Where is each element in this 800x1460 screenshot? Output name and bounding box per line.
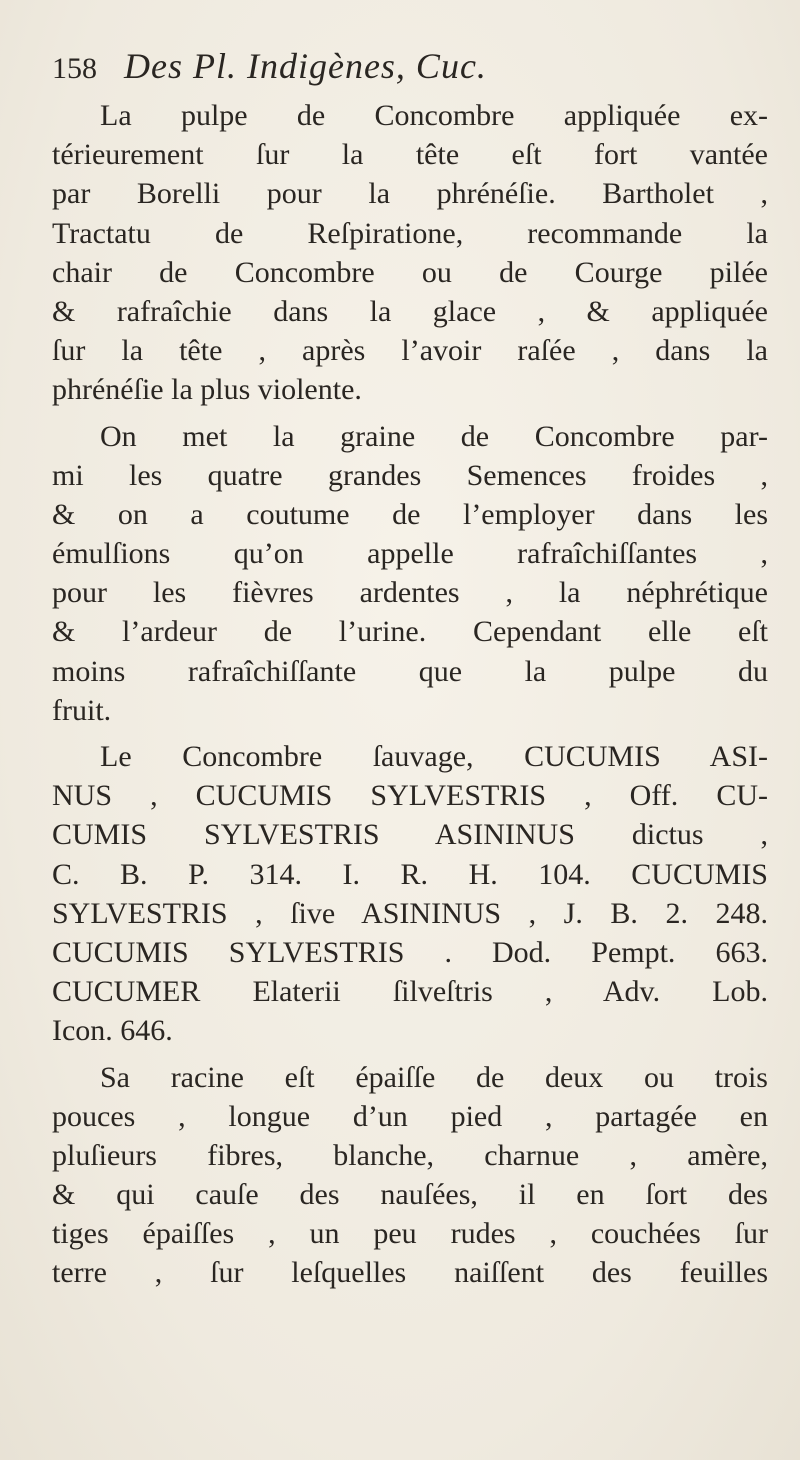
page-header [52, 38, 772, 94]
text-line: CUCUMIS SYLVESTRIS . Dod. Pempt. 663. [52, 935, 768, 969]
text-line: pouces , longue d’un pied , partagée en [52, 1099, 768, 1133]
text-line: fruit. [52, 693, 112, 727]
paragraph [52, 737, 768, 1051]
paragraph-gap [52, 1051, 768, 1058]
text-line: Sa racine eſt épaiſſe de deux ou trois [100, 1060, 768, 1094]
running-title: Des Pl. Indigènes, Cuc. [124, 46, 487, 86]
paragraph [52, 1058, 768, 1293]
text-line: & qui cauſe des nauſées, il en ſort des [52, 1178, 768, 1212]
paragraph [52, 96, 768, 410]
text-line: NUS , CUCUMIS SYLVESTRIS , Off. CU- [52, 779, 768, 813]
text-line: Le Concombre ſauvage, CUCUMIS ASI- [100, 740, 768, 773]
text-line: & on a coutume de l’employer dans les [52, 497, 768, 531]
text-line: mi les quatre grandes Semences froides , [52, 458, 768, 492]
text-line: térieurement ſur la tête eſt fort vantée [52, 138, 768, 172]
text-line: On met la graine de Concombre par- [100, 419, 768, 453]
text-line: SYLVESTRIS , ſive ASININUS , J. B. 2. 248. [52, 896, 768, 930]
text-line: & l’ardeur de l’urine. Cependant elle eſt [52, 615, 768, 649]
text-line: chair de Concombre ou de Courge pilée [52, 255, 768, 289]
text-line: moins rafraîchiſſante que la pulpe du [52, 654, 768, 688]
text-line: Icon. 646. [52, 1014, 173, 1048]
paragraph-gap [52, 410, 768, 417]
text-line: CUCUMER Elaterii ſilveſtris , Adv. Lob. [52, 975, 768, 1009]
paragraph [52, 417, 768, 731]
text-line: Tractatu de Reſpiratione, recommande la [52, 216, 768, 250]
text-line: CUMIS SYLVESTRIS ASININUS dictus , [52, 818, 768, 852]
text-line: & rafraîchie dans la glace , & appliquée [52, 294, 768, 328]
text-line: phrénéſie la plus violente. [52, 373, 362, 407]
text-line: pluſieurs fibres, blanche, charnue , amère, [52, 1138, 768, 1172]
text-line: ſur la tête , après l’avoir raſée , dans la [52, 334, 768, 368]
text-line: terre , ſur leſquelles naiſſent des feuilles [52, 1256, 768, 1290]
page-number: 158 [52, 52, 97, 85]
text-line: La pulpe de Concombre appliquée ex- [100, 99, 768, 132]
text-line: tiges épaiſſes , un peu rudes , couchées ſur [52, 1217, 768, 1251]
text-line: pour les fièvres ardentes , la néphrétique [52, 576, 768, 610]
text-line: par Borelli pour la phrénéſie. Bartholet , [52, 177, 768, 211]
body-text [52, 96, 768, 1293]
text-line: émulſions qu’on appelle rafraîchiſſantes , [52, 537, 768, 571]
paragraph-gap [52, 730, 768, 737]
text-line: C. B. P. 314. I. R. H. 104. CUCUMIS [52, 857, 768, 891]
